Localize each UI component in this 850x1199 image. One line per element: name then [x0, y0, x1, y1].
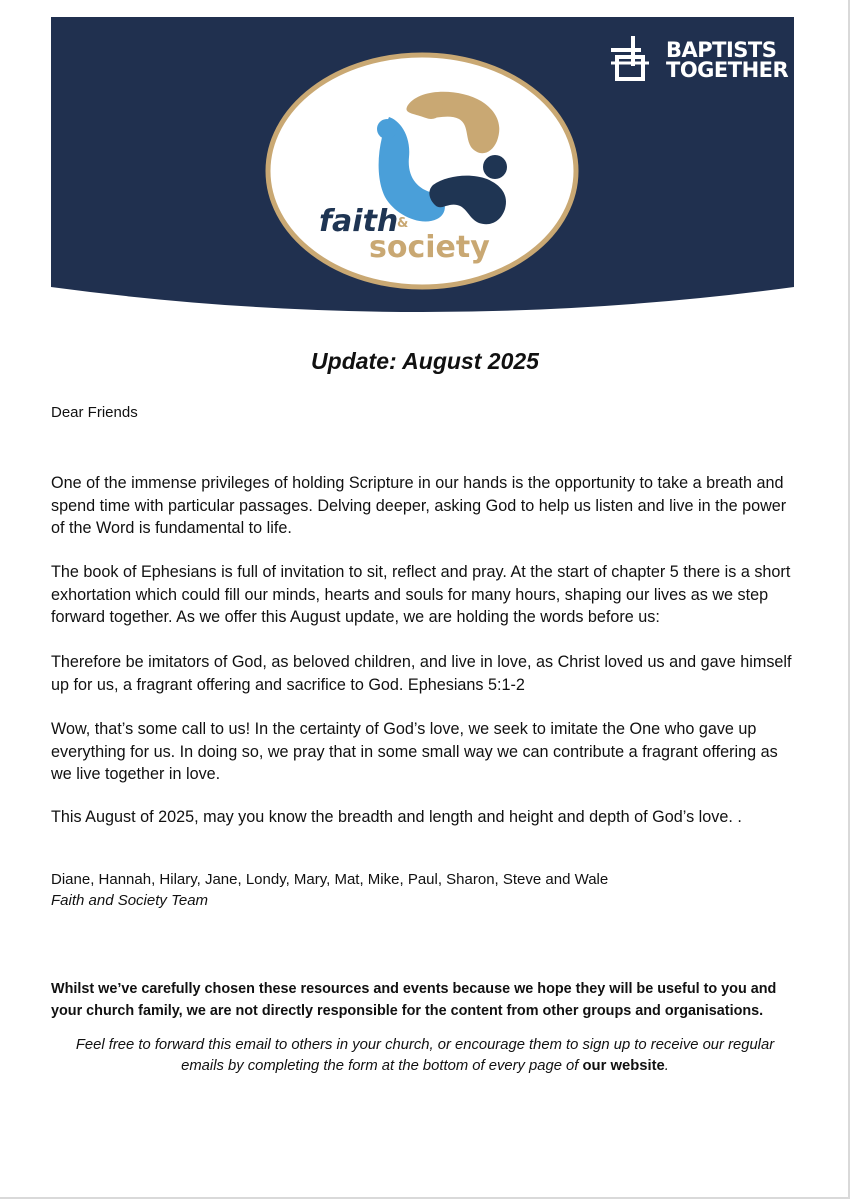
- salutation: Dear Friends: [51, 404, 138, 421]
- brand-line-2: TOGETHER: [666, 58, 789, 82]
- disclaimer: Whilst we’ve carefully chosen these resources and events because we hope they will be useful to you and your church family, we are not directly responsible for the content from other groups and organisations.: [51, 981, 777, 1019]
- footer-text: Feel free to forward this email to others in your church, or encourage them to sign up to receive our regular emails by completing the form at the bottom of every page of: [75, 1037, 775, 1074]
- logo-word-faith: faith: [319, 204, 399, 239]
- logo-word-society: society: [369, 230, 490, 265]
- brand-line-1: BAPTISTS: [666, 38, 777, 62]
- paragraph-4: Wow, that’s some call to us! In the certainty of God’s love, we seek to imitate the One who gave up everything for us. In doing so, we pray that in some small way we can contribute a fragrant offering as we live together in love.: [51, 720, 778, 783]
- website-link[interactable]: our website: [582, 1058, 665, 1074]
- brand-wordmark: [666, 40, 788, 80]
- signoff-team: Faith and Society Team: [51, 892, 209, 909]
- baptists-together-icon: [609, 33, 661, 85]
- page-title: Update: August 2025: [311, 348, 539, 374]
- baptists-together-logo: [609, 33, 789, 88]
- signoff: [51, 869, 608, 911]
- paragraph-2: The book of Ephesians is full of invitation to sit, reflect and pray. At the start of chapter 5 there is a short exhortation which could fill our minds, hearts and souls for many hours, shaping our lives as we step forward together. As we offer this August update, we are holding the words before us:: [51, 563, 791, 626]
- paragraph-1: One of the immense privileges of holding Scripture in our hands is the opportunity to take a breath and spend time with particular passages. Delving deeper, asking God to help us listen and live in the power of the Word is fundamental to life.: [51, 474, 787, 537]
- footer-end: .: [664, 1058, 669, 1074]
- logo-ampersand: &: [397, 216, 409, 231]
- paragraph-5: This August of 2025, may you know the breadth and length and height and depth of God’s love. .: [51, 808, 742, 826]
- footer-note: [60, 1035, 790, 1077]
- paragraph-scripture-quote: Therefore be imitators of God, as beloved children, and live in love, as Christ loved us and gave himself up for us, a fragrant offering and sacrifice to God. Ephesians 5:1-2: [51, 653, 792, 694]
- signoff-names: Diane, Hannah, Hilary, Jane, Londy, Mary, Mat, Mike, Paul, Sharon, Steve and Wale: [51, 871, 609, 888]
